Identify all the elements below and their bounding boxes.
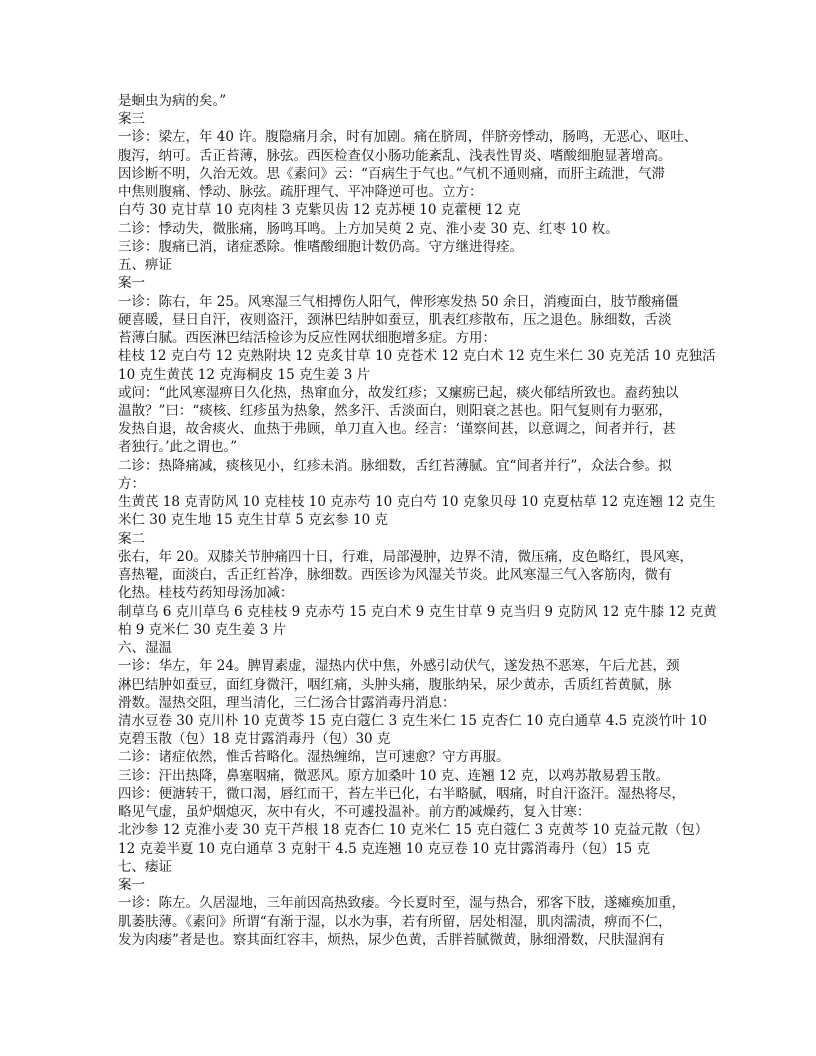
text-line: 白芍 30 克甘草 10 克肉桂 3 克紫贝齿 12 克苏梗 10 克藿梗 12 克	[118, 202, 521, 219]
text-line: 七、痿证	[118, 858, 172, 875]
text-line: 一诊：陈左。久居湿地，三年前因高热致痿。今长夏时至，湿与热合，邪客下肢，遂瘫痪加重，	[118, 895, 685, 912]
text-line: 一诊：陈右，年 25。风寒湿三气相搏伤人阳气，俾形寒发热 50 余日，消瘦面白，肢节酸痛僵	[118, 293, 679, 310]
text-line: 10 克生黄芪 12 克海桐皮 15 克生姜 3 片	[118, 366, 371, 383]
text-line: 生黄芪 18 克青防风 10 克桂枝 10 克赤芍 10 克白芍 10 克象贝母 10 克夏枯草 12 克连翘 12 克生	[118, 494, 716, 511]
text-line: 一诊：梁左，年 40 许。腹隐痛月余，时有加剧。痛在脐周，伴脐旁悸动，肠鸣，无恶心、呕吐、	[118, 129, 698, 146]
text-line: 米仁 30 克生地 15 克生甘草 5 克玄参 10 克	[118, 512, 388, 529]
text-line: 苔薄白腻。西医淋巴结活检诊为反应性网状细胞增多症。方用：	[118, 330, 496, 347]
text-line: 三诊：腹痛已消，诸症悉除。惟嗜酸细胞计数仍高。守方继进得痊。	[118, 238, 523, 255]
text-line: 因诊断不明，久治无效。思《素问》云：“百病生于气也。”气机不通则痛，而肝主疏泄，气滞	[118, 165, 666, 182]
text-line: 张右，年 20。双膝关节肿痛四十日，行难，局部漫肿，边界不清，微压痛，皮色略红，畏风寒，	[118, 548, 693, 565]
text-line: 二诊：热降痛减，痰核见小，红疹未消。脉细数，舌红苔薄腻。宜“间者并行”，众法合参。拟	[118, 457, 672, 474]
text-line: 是蛔虫为病的矣。”	[118, 93, 227, 109]
text-line: 者独行。’此之谓也。”	[118, 439, 238, 456]
text-line: 四诊：便溏转干，微口渴，唇红而干，苔左半已化，右半略腻，咽痛，时自汗盗汗。湿热将尽，	[118, 785, 685, 802]
text-line: 发为肉痿”者是也。察其面红容丰，烦热，尿少色黄，舌胖苔腻微黄，脉细滑数，尺肤湿润有	[118, 931, 665, 948]
text-line: 案二	[118, 530, 145, 547]
text-line: 案一	[118, 275, 145, 292]
text-line: 制草乌 6 克川草乌 6 克桂枝 9 克赤芍 15 克白术 9 克生甘草 9 克当归 9 克防风 12 克牛膝 12 克黄	[118, 603, 717, 620]
text-line: 肌萎肤薄。《素问》所谓“有渐于湿，以水为事，若有所留，居处相湿，肌肉濡渍，痹而不仁，	[118, 913, 672, 930]
text-line: 发热自退，故舍痰火、血热于弗顾，单刀直入也。经言：‘谨察间甚，以意调之，间者并行，甚	[118, 421, 676, 438]
text-line: 六、湿温	[118, 640, 172, 657]
text-line: 一诊：华左，年 24。脾胃素虚，湿热内伏中焦，外感引动伏气，遂发热不恶寒，午后尤甚，颈	[118, 658, 680, 675]
text-line: 硬喜暖，昼日自汗，夜则盗汗，颈淋巴结肿如蚕豆，肌表红疹散布，压之退色。脉细数，舌淡	[118, 311, 672, 328]
text-line: 淋巴结肿如蚕豆，面红身微汗，咽红痛，头肿头痛，腹胀纳呆，尿少黄赤，舌质红苔黄腻，脉	[118, 676, 672, 693]
text-line: 略见气虚，虽炉烟熄灭，灰中有火，不可遽投温补。前方酌减燥药，复入甘寒：	[118, 804, 591, 821]
text-line: 柏 9 克米仁 30 克生姜 3 片	[118, 621, 287, 638]
text-line: 或问：“此风寒湿痹日久化热，热窜血分，故发红疹；又瘰疬已起，痰火郁结所致也。盍药独以	[118, 384, 679, 401]
text-line: 克碧玉散（包）18 克甘露消毒丹（包）30 克	[118, 731, 391, 748]
text-line: 案一	[118, 877, 145, 894]
text-line: 清水豆卷 30 克川朴 10 克黄芩 15 克白蔻仁 3 克生米仁 15 克杏仁 10 克白通草 4.5 克淡竹叶 10	[118, 712, 707, 729]
document-page	[118, 92, 718, 949]
text-line: 北沙参 12 克淮小麦 30 克干芦根 18 克杏仁 10 克米仁 15 克白蔻仁 3 克黄芩 10 克益元散（包）	[118, 822, 709, 839]
text-line: 腹泻，纳可。舌正苔薄，脉弦。西医检查仅小肠功能紊乱、浅表性胃炎、嗜酸细胞显著增高。	[118, 147, 672, 164]
text-line: 二诊：悸动失，微胀痛，肠鸣耳鸣。上方加吴萸 2 克、淮小麦 30 克、红枣 10 枚。	[118, 220, 619, 237]
text-line: 二诊：诸症依然，惟舌苔略化。湿热缠绵，岂可速愈？守方再服。	[118, 749, 510, 766]
text-line: 温散？”曰：“痰核、红疹虽为热象，然多汗、舌淡面白，则阳衰之甚也。阳气复则有力驱邪，	[118, 402, 672, 419]
text-line: 案三	[118, 111, 145, 128]
text-line: 12 克姜半夏 10 克白通草 3 克射干 4.5 克连翘 10 克豆卷 10 克甘露消毒丹（包）15 克	[118, 840, 650, 857]
text-line: 中焦则腹痛、悸动、脉弦。疏肝理气、平冲降逆可也。立方：	[118, 184, 483, 201]
text-line: 滑数。湿热交阻，理当清化，三仁汤合甘露消毒丹消息：	[118, 694, 456, 711]
text-line: 化热。桂枝芍药知母汤加减：	[118, 585, 294, 602]
text-line: 方：	[118, 475, 145, 492]
text-line: 五、痹证	[118, 257, 172, 274]
text-line: 喜热罨，面淡白，舌正红苔净，脉细数。西医诊为风湿关节炎。此风寒湿三气入客筋肉，微有	[118, 567, 672, 584]
text-line: 桂枝 12 克白芍 12 克熟附块 12 克炙甘草 10 克苍术 12 克白术 12 克生米仁 30 克羌活 10 克独活	[118, 348, 716, 365]
text-line: 三诊：汗出热降，鼻塞咽痛，微恶风。原方加桑叶 10 克、连翘 12 克，以鸡苏散易碧玉散。	[118, 767, 670, 784]
